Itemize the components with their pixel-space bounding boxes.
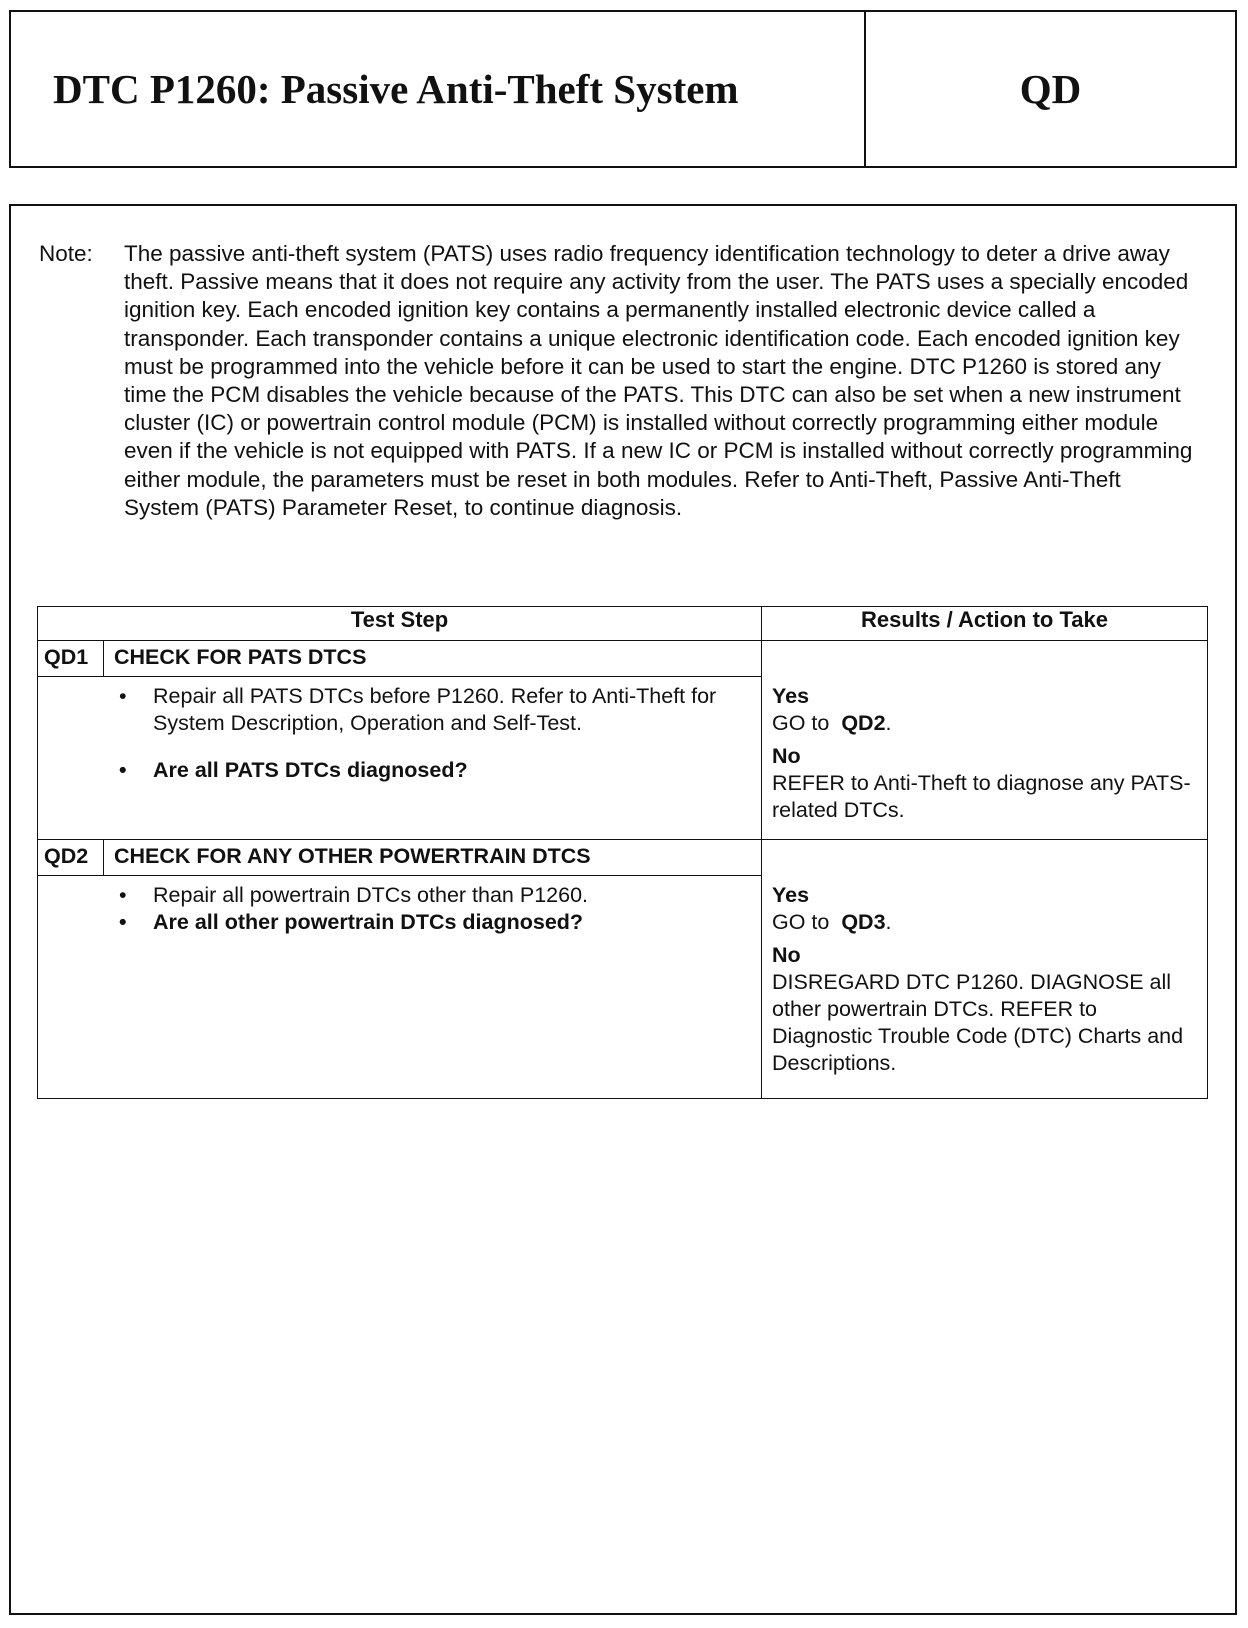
step-results — [762, 840, 1208, 1099]
note — [39, 240, 1199, 522]
yes-target: QD2 — [841, 711, 886, 735]
note-label: Note: — [39, 241, 93, 266]
yes-action: GO to QD3. — [772, 910, 892, 934]
section-code: QD — [1019, 66, 1082, 112]
step-action: • Repair all powertrain DTCs other than P1260. — [153, 882, 731, 909]
no-action: DISREGARD DTC P1260. DIAGNOSE all other powertrain DTCs. REFER to Diagnostic Trouble Code (DTC) Charts and Descriptions. — [772, 970, 1184, 1075]
no-action: REFER to Anti-Theft to diagnose any PATS-related DTCs. — [772, 771, 1191, 822]
step-body — [38, 676, 762, 839]
yes-target: QD3 — [841, 910, 886, 934]
test-step-table — [37, 606, 1208, 1099]
content-frame — [9, 204, 1237, 1615]
step-question: • Are all other powertrain DTCs diagnosed? — [153, 909, 731, 936]
col-header-test-step: Test Step — [38, 607, 762, 641]
note-text: The passive anti-theft system (PATS) uses radio frequency identification technology to deter a drive away theft. Passive means that it does not require any activity from the user. The PATS uses a specially encoded ignition key. Each encoded ignition key contains a permanently installed electronic device called a transponder. Each transponder contains a unique electronic identification code. Each encoded ignition key must be programmed into the vehicle before it can be used to start the engine. DTC P1260 is stored any time the PCM disables the vehicle because of the PATS. This DTC can also be set when a new instrument cluster (IC) or powertrain control module (PCM) is installed without correctly programming either module even if the vehicle is not equipped with PATS. If a new IC or PCM is installed without correctly programming either module, the parameters must be reset in both modules. Refer to Anti-Theft, Passive Anti-Theft System (PATS) Parameter Reset, to continue diagnosis. — [124, 241, 1193, 520]
step-question: • Are all PATS DTCs diagnosed? — [153, 757, 731, 784]
step-title-row — [38, 840, 1208, 876]
step-body — [38, 876, 762, 1099]
step-title: CHECK FOR ANY OTHER POWERTRAIN DTCS — [104, 840, 762, 876]
step-results — [762, 641, 1208, 840]
no-label: No — [772, 943, 801, 967]
no-label: No — [772, 744, 801, 768]
yes-action: GO to QD2. — [772, 711, 892, 735]
header-box — [9, 10, 1237, 168]
step-action: • Repair all PATS DTCs before P1260. Refer to Anti-Theft for System Description, Operation and Self-Test. — [153, 683, 731, 737]
step-title-row — [38, 641, 1208, 677]
page-title: DTC P1260: Passive Anti-Theft System — [11, 12, 866, 166]
col-header-results: Results / Action to Take — [762, 607, 1208, 641]
yes-label: Yes — [772, 883, 810, 907]
step-title: CHECK FOR PATS DTCS — [104, 641, 762, 677]
table-header-row — [38, 607, 1208, 641]
step-code: QD2 — [38, 840, 104, 876]
yes-label: Yes — [772, 684, 810, 708]
step-code: QD1 — [38, 641, 104, 677]
